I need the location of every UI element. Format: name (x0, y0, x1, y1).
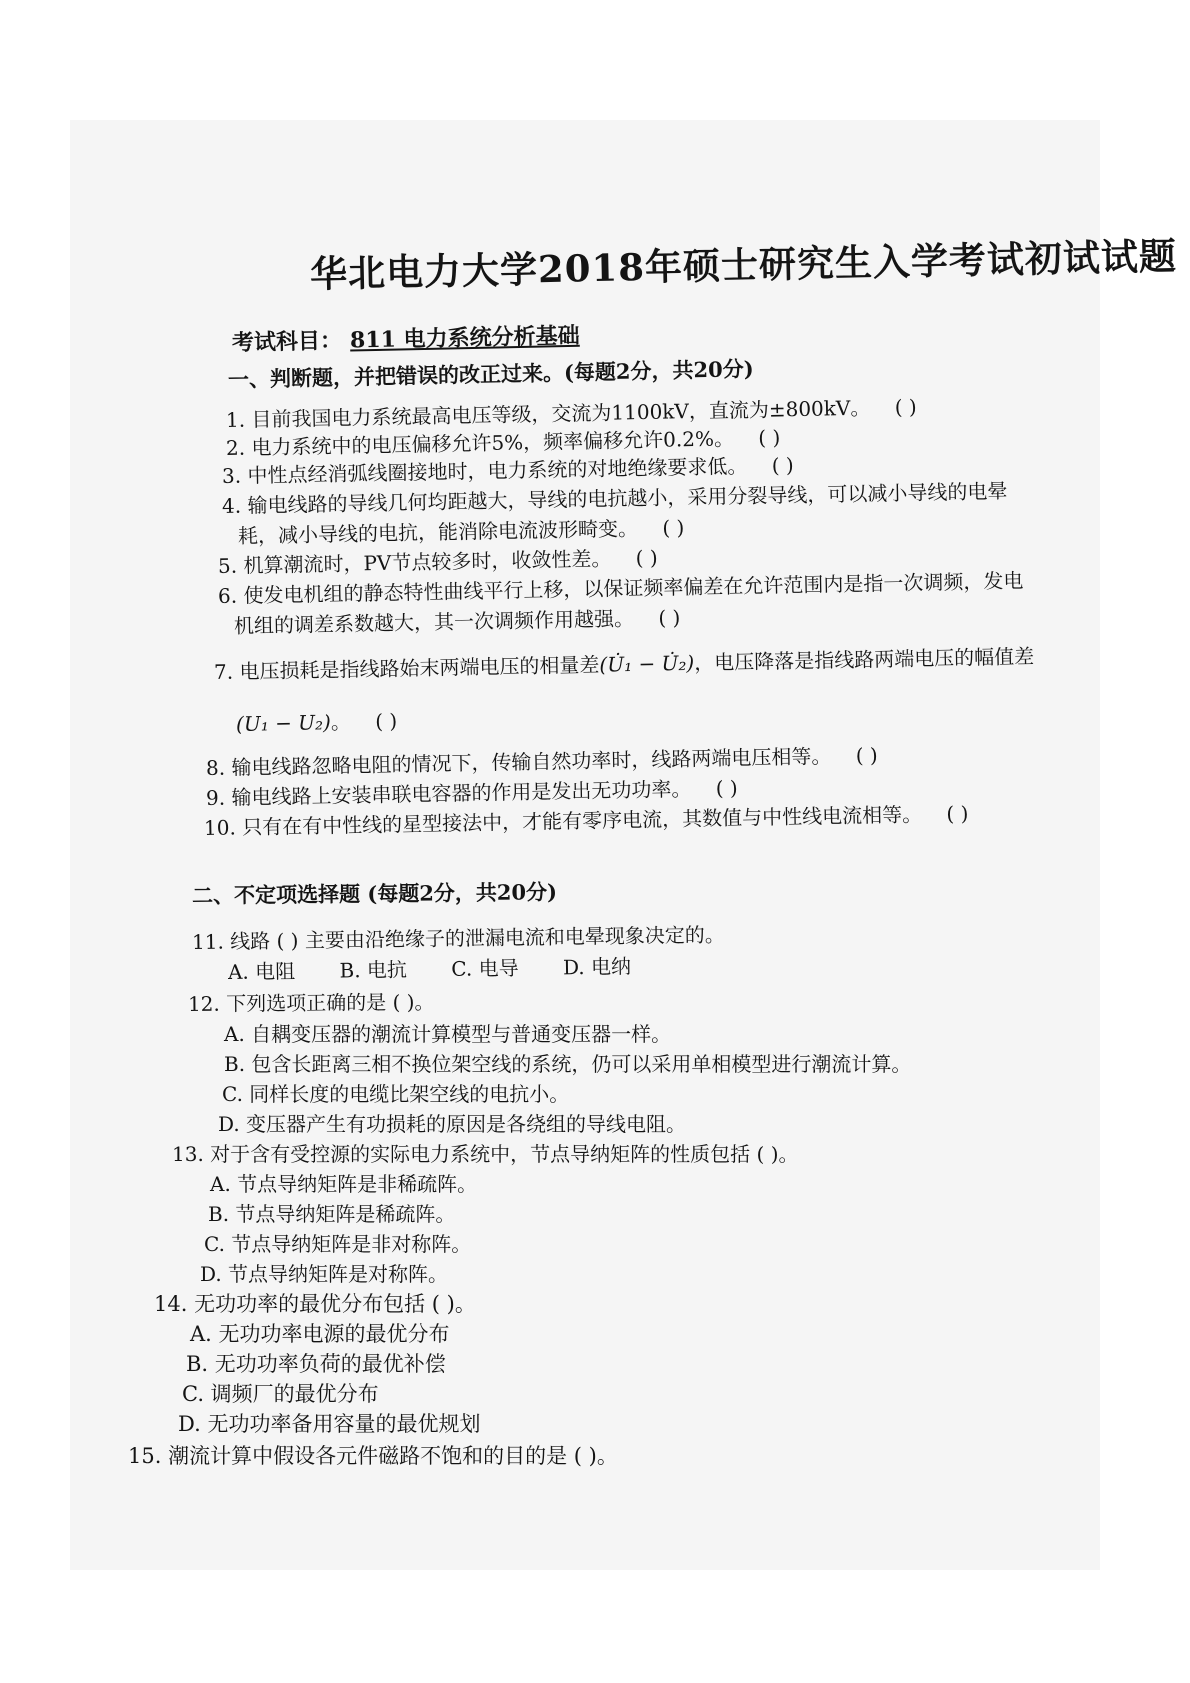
answer-blank: ( ) (946, 801, 969, 826)
option-b: B. 无功功率负荷的最优补偿 (186, 1352, 446, 1376)
question-number: 11. (191, 929, 224, 954)
question-text: 线路 ( ) 主要由沿绝缘子的泄漏电流和电晕现象决定的。 (230, 922, 725, 954)
question-text: 输电线路的导线几何均距越大，导线的电抗越小，采用分裂导线，可以减小导线的电晕 (247, 478, 1008, 518)
question-text: 目前我国电力系统最高电压等级，交流为1100kV，直流为±800kV。 (251, 395, 871, 432)
question-text: 无功功率的最优分布包括 ( )。 (194, 1292, 476, 1316)
question-7 (214, 639, 1098, 685)
subject-label: 考试科目： (231, 327, 343, 356)
exam-subject (232, 319, 580, 357)
question-text: 耗，减小导线的电抗，能消除电流波形畸变。 (237, 516, 639, 548)
option-a: A. 电阻 (227, 959, 296, 984)
question-text: 对于含有受控源的实际电力系统中，节点导纳矩阵的性质包括 ( )。 (210, 1142, 799, 1166)
subject-value: 811 电力系统分析基础 (349, 322, 580, 354)
question-number: 10. (203, 815, 237, 840)
option-c: C. 同样长度的电缆比架空线的电抗小。 (222, 1082, 570, 1106)
question-text: 电力系统中的电压偏移允许5%，频率偏移允许0.2%。 (251, 426, 735, 460)
answer-blank: ( ) (635, 545, 658, 570)
question-number: 13. (172, 1142, 204, 1166)
question-text: 使发电机组的静态特性曲线平行上移，以保证频率偏差在允许范围内是指一次调频，发电 (243, 568, 1024, 608)
question-number: 6. (217, 583, 238, 608)
question-text: 只有在有中性线的星型接法中，才能有零序电流，其数值与中性线电流相等。 (241, 802, 923, 840)
question-number: 15. (128, 1444, 162, 1468)
answer-blank: ( ) (658, 605, 681, 630)
question-13 (172, 1138, 799, 1167)
option-d: D. 无功功率备用容量的最优规划 (178, 1412, 481, 1436)
question-text: 输电线路忽略电阻的情况下，传输自然功率时，线路两端电压相等。 (231, 743, 832, 780)
option-d: D. 电纳 (562, 954, 632, 980)
question-15 (128, 1440, 618, 1470)
option-c: C. 电导 (451, 955, 519, 981)
option-a: A. 无功功率电源的最优分布 (190, 1322, 450, 1346)
answer-blank: ( ) (374, 708, 398, 734)
answer-blank: ( ) (758, 425, 781, 450)
option-c: C. 节点导纳矩阵是非对称阵。 (204, 1232, 472, 1256)
question-number: 8. (205, 755, 226, 780)
option-a: A. 自耦变压器的潮流计算模型与普通变压器一样。 (224, 1022, 672, 1046)
question-suffix: 。 (330, 709, 352, 735)
question-text: 潮流计算中假设各元件磁路不饱和的目的是 ( )。 (168, 1444, 618, 1468)
option-b: B. 包含长距离三相不换位架空线的系统，仍可以采用单相模型进行潮流计算。 (224, 1052, 912, 1076)
answer-blank: ( ) (715, 775, 738, 801)
exam-title: 华北电力大学2018年硕士研究生入学考试初试试题 (309, 233, 1178, 296)
question-7-continued (236, 705, 398, 737)
option-d: D. 变压器产生有功损耗的原因是各绕组的导线电阻。 (218, 1112, 687, 1136)
question-text: 机组的调差系数越大，其一次调频作用越强。 (233, 606, 635, 638)
question-number: 9. (205, 785, 226, 810)
question-number: 3. (221, 463, 242, 488)
question-text: 输电线路上安装串联电容器的作用是发出无功功率。 (231, 776, 692, 810)
phasor-difference-formula: (U̇₁ − U̇₂) (599, 650, 695, 677)
section2-heading: 二、不定项选择题 (每题2分，共20分) (191, 879, 558, 908)
answer-blank: ( ) (771, 453, 794, 478)
question-text: 电压损耗是指线路始末两端电压的相量差 (239, 652, 600, 684)
option-b: B. 节点导纳矩阵是稀疏阵。 (208, 1202, 456, 1226)
question-14 (154, 1288, 476, 1318)
answer-blank: ( ) (894, 394, 917, 420)
question-number: 5. (217, 553, 238, 578)
option-c: C. 调频厂的最优分布 (182, 1382, 379, 1406)
magnitude-difference-formula: (U₁ − U₂) (235, 710, 332, 736)
question-11-options (228, 950, 669, 985)
question-text: 机算潮流时，PV节点较多时，收敛性差。 (243, 546, 612, 578)
question-number: 14. (154, 1292, 188, 1316)
option-d: D. 节点导纳矩阵是对称阵。 (200, 1262, 449, 1286)
question-number: 2. (225, 435, 246, 460)
question-text: 中性点经消弧线圈接地时，电力系统的对地绝缘要求低。 (247, 453, 748, 488)
answer-blank: ( ) (662, 515, 685, 540)
question-number: 12. (187, 991, 220, 1016)
question-number: 4. (221, 493, 242, 518)
question-text: 下列选项正确的是 ( )。 (226, 989, 435, 1016)
question-number: 7. (213, 659, 234, 684)
option-a: A. 节点导纳矩阵是非稀疏阵。 (210, 1172, 478, 1196)
question-text-2: ，电压降落是指线路两端电压的幅值差 (693, 644, 1035, 675)
question-number: 1. (225, 407, 246, 432)
section1-heading: 一、判断题，并把错误的改正过来。(每题2分，共20分) (227, 355, 754, 392)
option-b: B. 电抗 (339, 957, 408, 983)
answer-blank: ( ) (855, 743, 878, 768)
question-12 (188, 986, 435, 1017)
